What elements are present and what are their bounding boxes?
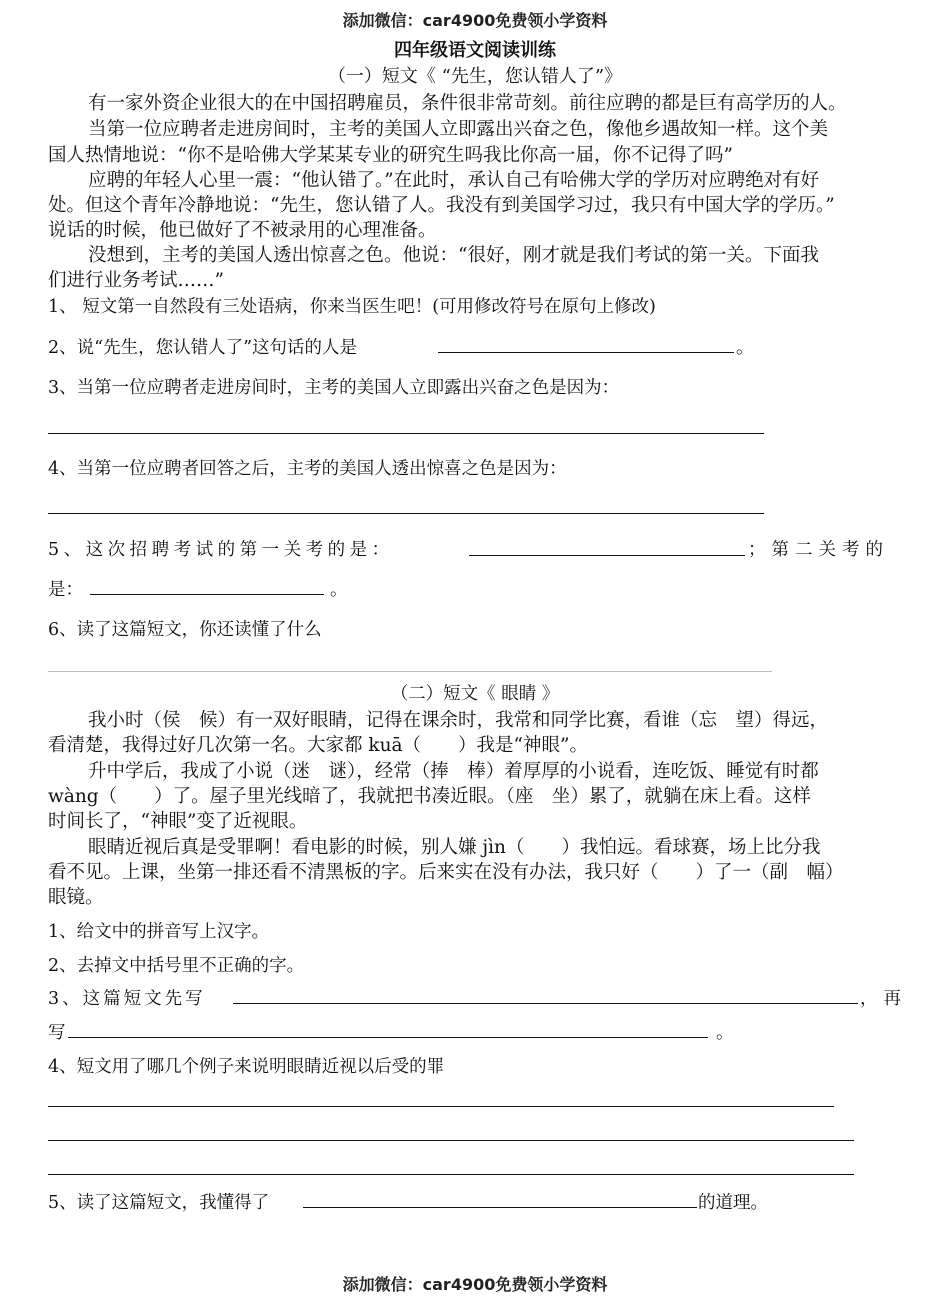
s1-question-2: 2、说“先生，您认错人了”这句话的人是 — [48, 338, 358, 358]
section1-heading: （一）短文《 “先生，您认错人了”》 — [327, 66, 623, 87]
s2-question-5: 5、读了这篇短文，我懂得了 — [48, 1193, 270, 1213]
s1-q3-answer-line[interactable] — [48, 433, 764, 434]
passage2-line: 眼镜。 — [48, 887, 104, 908]
s2-question-3: 3、这篇短文先写 — [48, 989, 206, 1009]
passage1-line: 处。但这个青年冷静地说：“先生，您认错了人。我没有到美国学习过，我只有中国大学的学历。” — [48, 195, 835, 216]
s1-q5-answer-line-1[interactable] — [469, 555, 745, 556]
page-title: 四年级语文阅读训练 — [394, 40, 556, 61]
s1-q2-end: 。 — [736, 338, 754, 358]
passage1-line: 当第一位应聘者走进房间时，主考的美国人立即露出兴奋之色，像他乡遇故知一样。这个美 — [88, 119, 829, 140]
s1-question-6: 6、读了这篇短文，你还读懂了什么 — [48, 620, 322, 640]
passage2-line: 看不见。上课，坐第一排还看不清黑板的字。后来实在没有办法，我只好（ ）了一（副 幅） — [48, 862, 844, 883]
s2-q3-end: 。 — [716, 1023, 734, 1043]
s2-q3-cont: 写 — [48, 1023, 66, 1043]
s2-q5-end: 的道理。 — [698, 1193, 768, 1213]
s1-q5-cont: 是： — [48, 580, 83, 600]
s2-q4-answer-line-3[interactable] — [48, 1174, 854, 1175]
s2-question-1: 1、给文中的拼音写上汉字。 — [48, 922, 270, 942]
passage2-line: 升中学后，我成了小说（迷 谜），经常（捧 棒）着厚厚的小说看，连吃饭、睡觉有时都 — [88, 761, 819, 782]
s1-question-5: 5、这次招聘考试的第一关考的是： — [48, 540, 394, 560]
passage2-line: 我小时（侯 候）有一双好眼睛，记得在课余时，我常和同学比赛，看谁（忘 望）得远， — [88, 710, 829, 731]
s1-q2-answer-line[interactable] — [438, 352, 734, 353]
s2-q4-answer-line-1[interactable] — [48, 1106, 834, 1107]
s1-question-3: 3、当第一位应聘者走进房间时，主考的美国人立即露出兴奋之色是因为： — [48, 378, 620, 398]
s2-question-4: 4、短文用了哪几个例子来说明眼睛近视以后受的罪 — [48, 1057, 445, 1077]
s1-q5-end: 。 — [330, 580, 348, 600]
s1-q5-answer-line-2[interactable] — [90, 594, 324, 595]
s2-q5-answer-line[interactable] — [303, 1207, 697, 1208]
passage1-line: 有一家外资企业很大的在中国招聘雇员，条件很非常苛刻。前往应聘的都是巨有高学历的人。 — [88, 93, 847, 114]
s2-question-2: 2、去掉文中括号里不正确的字。 — [48, 956, 305, 976]
passage2-line: 看清楚，我得过好几次第一名。大家都 kuā（ ）我是“神眼”。 — [48, 735, 588, 756]
passage1-line: 们进行业务考试……” — [48, 270, 224, 291]
s2-q4-answer-line-2[interactable] — [48, 1140, 854, 1141]
passage1-line: 没想到，主考的美国人透出惊喜之色。他说：“很好，刚才就是我们考试的第一关。下面我 — [88, 245, 819, 266]
passage2-line: 眼睛近视后真是受罪啊！看电影的时候，别人嫌 jìn（ ）我怕远。看球赛，场上比分我 — [88, 837, 821, 858]
watermark-bottom: 添加微信：car4900免费领小学资料 — [342, 1275, 608, 1294]
watermark-top: 添加微信：car4900免费领小学资料 — [342, 11, 608, 30]
passage1-line: 应聘的年轻人心里一震：“他认错了。”在此时，承认自己有哈佛大学的学历对应聘绝对有好 — [88, 170, 820, 191]
section2-heading: （二）短文《 眼睛 》 — [390, 684, 560, 704]
s2-q3-mid: ，再 — [860, 989, 907, 1009]
s1-q6-answer-line[interactable] — [48, 671, 772, 672]
passage1-line: 国人热情地说：“你不是哈佛大学某某专业的研究生吗我比你高一届，你不记得了吗” — [48, 145, 733, 166]
s1-question-1: 1、 短文第一自然段有三处语病，你来当医生吧！(可用修改符号在原句上修改) — [48, 297, 656, 317]
s2-q3-answer-line-2[interactable] — [68, 1037, 708, 1038]
s1-q4-answer-line[interactable] — [48, 513, 764, 514]
passage2-line: wàng（ ）了。屋子里光线暗了，我就把书凑近眼。（座 坐）累了，就躺在床上看。这样 — [48, 786, 811, 807]
s2-q3-answer-line-1[interactable] — [233, 1003, 858, 1004]
s1-q5-mid: ；第二关考的 — [748, 540, 889, 560]
passage2-line: 时间长了，“神眼”变了近视眼。 — [48, 811, 308, 832]
s1-question-4: 4、当第一位应聘者回答之后，主考的美国人透出惊喜之色是因为： — [48, 459, 567, 479]
passage1-line: 说话的时候，他已做好了不被录用的心理准备。 — [48, 220, 437, 241]
